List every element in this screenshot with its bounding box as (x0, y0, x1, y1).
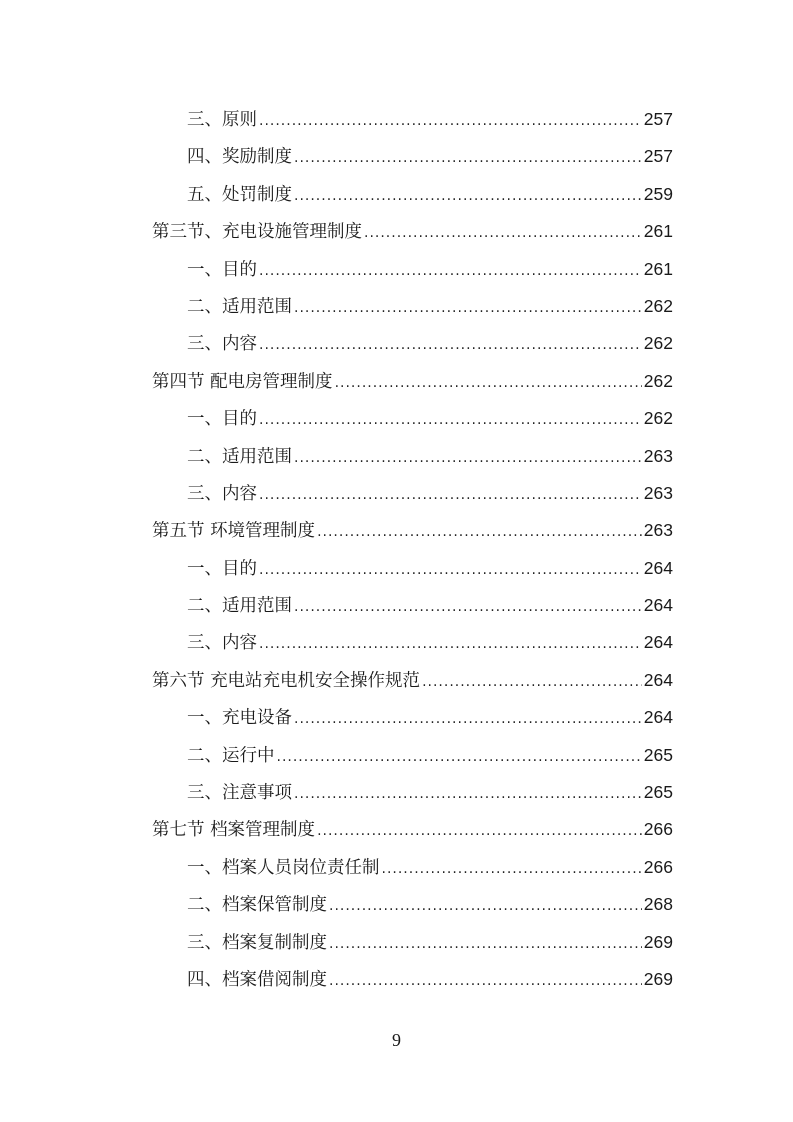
toc-entry-page: 265 (643, 744, 673, 765)
toc-section-entry[interactable] (152, 817, 673, 854)
toc-entry-page: 264 (643, 707, 673, 728)
dot-leader (294, 782, 642, 806)
toc-subsection-entry[interactable] (152, 481, 673, 518)
dot-leader (259, 632, 642, 656)
toc-entry-page: 263 (643, 520, 673, 541)
toc-entry-page: 269 (643, 931, 673, 952)
toc-entry-page: 266 (643, 819, 673, 840)
dot-leader (294, 707, 642, 731)
toc-subsection-entry[interactable] (152, 331, 673, 368)
toc-entry-page: 268 (643, 894, 673, 915)
toc-entry-page: 266 (643, 856, 673, 877)
toc-entry-page: 257 (643, 146, 673, 167)
toc-entry-label: 三、档案复制制度 (187, 932, 327, 953)
toc-subsection-entry[interactable] (152, 257, 673, 294)
toc-entry-label: 第六节 充电站充电机安全操作规范 (152, 670, 421, 691)
dot-leader (277, 745, 642, 769)
dot-leader (259, 333, 642, 357)
toc-entry-page: 259 (643, 183, 673, 204)
toc-entry-label: 第三节、充电设施管理制度 (152, 222, 362, 243)
toc-entry-page: 261 (643, 221, 673, 242)
toc-entry-label: 二、适用范围 (187, 446, 292, 467)
toc-entry-label: 二、适用范围 (187, 296, 292, 317)
toc-entry-label: 四、奖励制度 (187, 147, 292, 168)
dot-leader (259, 109, 642, 133)
toc-entry-label: 三、内容 (187, 633, 257, 654)
toc-subsection-entry[interactable] (152, 294, 673, 331)
dot-leader (294, 446, 642, 470)
toc-entry-page: 262 (643, 333, 673, 354)
toc-subsection-entry[interactable] (152, 556, 673, 593)
toc-section-entry[interactable] (152, 369, 673, 406)
toc-entry-label: 一、目的 (187, 259, 257, 280)
dot-leader (364, 221, 642, 245)
toc-entry-label: 三、原则 (187, 110, 257, 130)
dot-leader (294, 146, 642, 170)
toc-entry-page: 269 (643, 968, 673, 989)
dot-leader (294, 296, 642, 320)
toc-entry-label: 三、内容 (187, 334, 257, 355)
dot-leader (259, 259, 642, 283)
toc-entry-label: 第五节 环境管理制度 (152, 521, 316, 542)
table-of-contents (152, 107, 673, 1004)
dot-leader (259, 408, 642, 432)
dot-leader (329, 932, 642, 956)
page-number: 9 (392, 1030, 401, 1050)
dot-leader (317, 819, 642, 843)
toc-entry-page: 263 (643, 445, 673, 466)
toc-subsection-entry[interactable] (152, 593, 673, 630)
dot-leader (422, 670, 642, 694)
toc-subsection-entry[interactable] (152, 855, 673, 892)
toc-section-entry[interactable] (152, 219, 673, 256)
dot-leader (329, 969, 642, 993)
toc-entry-label: 三、注意事项 (187, 783, 292, 804)
toc-entry-label: 一、充电设备 (187, 708, 292, 729)
toc-subsection-entry[interactable] (152, 967, 673, 1004)
dot-leader (317, 520, 642, 544)
toc-entry-page: 257 (643, 109, 673, 129)
dot-leader (294, 184, 642, 208)
toc-entry-page: 262 (643, 370, 673, 391)
toc-subsection-entry[interactable] (152, 107, 673, 144)
toc-entry-page: 261 (643, 258, 673, 279)
toc-entry-label: 一、档案人员岗位责任制 (187, 857, 380, 878)
toc-subsection-entry[interactable] (152, 406, 673, 443)
toc-entry-label: 一、目的 (187, 409, 257, 430)
toc-entry-page: 263 (643, 482, 673, 503)
toc-entry-label: 四、档案借阅制度 (187, 969, 327, 990)
toc-subsection-entry[interactable] (152, 182, 673, 219)
toc-section-entry[interactable] (152, 668, 673, 705)
toc-section-entry[interactable] (152, 518, 673, 555)
toc-subsection-entry[interactable] (152, 780, 673, 817)
toc-entry-label: 二、档案保管制度 (187, 895, 327, 916)
toc-subsection-entry[interactable] (152, 892, 673, 929)
toc-entry-page: 262 (643, 408, 673, 429)
toc-entry-page: 264 (643, 557, 673, 578)
toc-subsection-entry[interactable] (152, 144, 673, 181)
toc-entry-label: 三、内容 (187, 483, 257, 504)
toc-entry-page: 264 (643, 669, 673, 690)
toc-entry-label: 二、适用范围 (187, 596, 292, 617)
toc-entry-label: 一、目的 (187, 558, 257, 579)
toc-entry-label: 第七节 档案管理制度 (152, 820, 316, 841)
dot-leader (259, 483, 642, 507)
toc-subsection-entry[interactable] (152, 630, 673, 667)
toc-entry-label: 第四节 配电房管理制度 (152, 371, 333, 392)
dot-leader (382, 857, 642, 881)
dot-leader (294, 595, 642, 619)
toc-entry-page: 264 (643, 595, 673, 616)
toc-entry-page: 265 (643, 782, 673, 803)
dot-leader (329, 894, 642, 918)
toc-subsection-entry[interactable] (152, 444, 673, 481)
toc-entry-page: 264 (643, 632, 673, 653)
toc-subsection-entry[interactable] (152, 705, 673, 742)
toc-entry-label: 二、运行中 (187, 745, 275, 766)
dot-leader (335, 371, 642, 395)
dot-leader (259, 558, 642, 582)
toc-entry-label: 五、处罚制度 (187, 184, 292, 205)
toc-subsection-entry[interactable] (152, 743, 673, 780)
toc-entry-page: 262 (643, 295, 673, 316)
toc-subsection-entry[interactable] (152, 930, 673, 967)
